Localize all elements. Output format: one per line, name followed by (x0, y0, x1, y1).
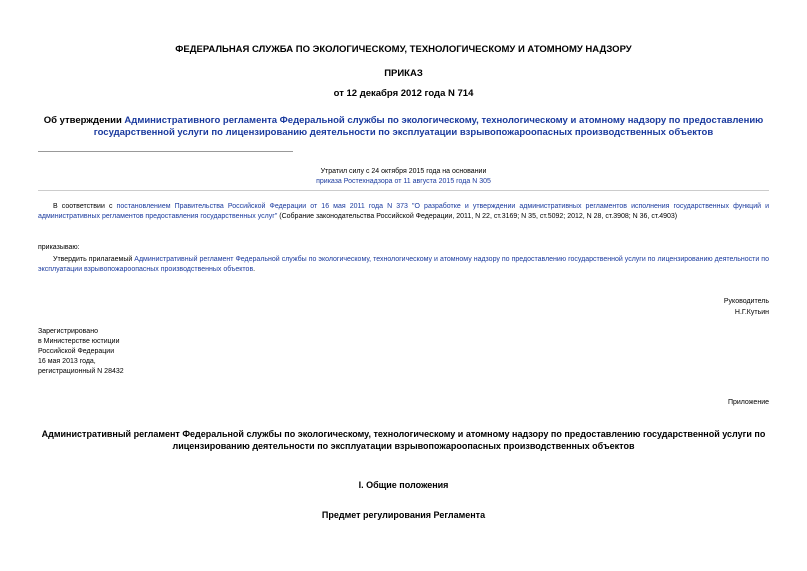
subsection-heading: Предмет регулирования Регламента (321, 510, 486, 520)
registration-line: 16 мая 2013 года, (38, 358, 96, 365)
appendix-label: Приложение (727, 399, 769, 406)
registration-line: регистрационный N 28432 (38, 368, 124, 375)
preamble-prefix: В соответствии с (53, 203, 117, 210)
registration-block (38, 327, 124, 377)
agency-heading: ФЕДЕРАЛЬНАЯ СЛУЖБА ПО ЭКОЛОГИЧЕСКОМУ, ТЕХНОЛОГИЧЕСКОМУ И АТОМНОМУ НАДЗОРУ (175, 44, 632, 55)
signatory-name: Н.Г.Кутьин (734, 309, 769, 316)
regulation-link[interactable]: Административного регламента Федеральной службы по экологическому, технологическому и атомному надзору по предоставлению государственной услуги по лицензированию деятельности по эксплуатации взрывопожароопасных производственных объектов (93, 115, 764, 138)
approval-suffix: . (253, 266, 256, 273)
approval-prefix: Утвердить прилагаемый (53, 256, 135, 263)
section-heading: I. Общие положения (358, 480, 449, 490)
ordered-text: приказываю: (38, 244, 80, 251)
document-date-number: от 12 декабря 2012 года N 714 (333, 88, 474, 99)
registration-line: Зарегистрировано (38, 328, 98, 335)
expiration-notice (0, 167, 807, 187)
title-prefix: Об утверждении (43, 115, 125, 126)
expiration-order-link[interactable]: приказа Ростехнадзора от 11 августа 2015 года N 305 (316, 178, 491, 185)
government-decree-link[interactable]: постановлением Правительства Российской Федерации от 16 мая 2011 года N 373 "О разработке и утверждении административных регламентов исполнения государственных функций и административных регламентов предоставления государственных услуг" (38, 203, 770, 220)
document-type: ПРИКАЗ (384, 68, 423, 79)
registration-line: в Министерстве юстиции (38, 338, 120, 345)
approval-paragraph (38, 255, 769, 275)
expiration-text: Утратил силу с 24 октября 2015 года на основании (320, 168, 487, 175)
regulation-title: Административный регламент Федеральной службы по экологическому, технологическому и атомному надзору по предоставлению государственной услуги по лицензированию деятельности по эксплуатации взрывопожароопасных производственных объектов (41, 429, 766, 451)
preamble-suffix: (Собрание законодательства Российской Федерации, 2011, N 22, ст.3169; N 35, ст.5092; 2012, N 28, ст.3908; N 36, ст.4903) (277, 213, 678, 220)
registration-line: Российской Федерации (38, 348, 115, 355)
signatory-position: Руководитель (723, 298, 769, 305)
preamble-paragraph (38, 202, 769, 222)
divider (38, 190, 769, 191)
document-title (40, 115, 767, 139)
divider (38, 151, 293, 152)
approved-regulation-link[interactable]: Административный регламент Федеральной службы по экологическому, технологическому и атомному надзору по предоставлению государственной услуги по лицензированию деятельности по эксплуатации взрывопожароопасных производственных объектов (38, 256, 769, 273)
signature-block (600, 296, 769, 318)
